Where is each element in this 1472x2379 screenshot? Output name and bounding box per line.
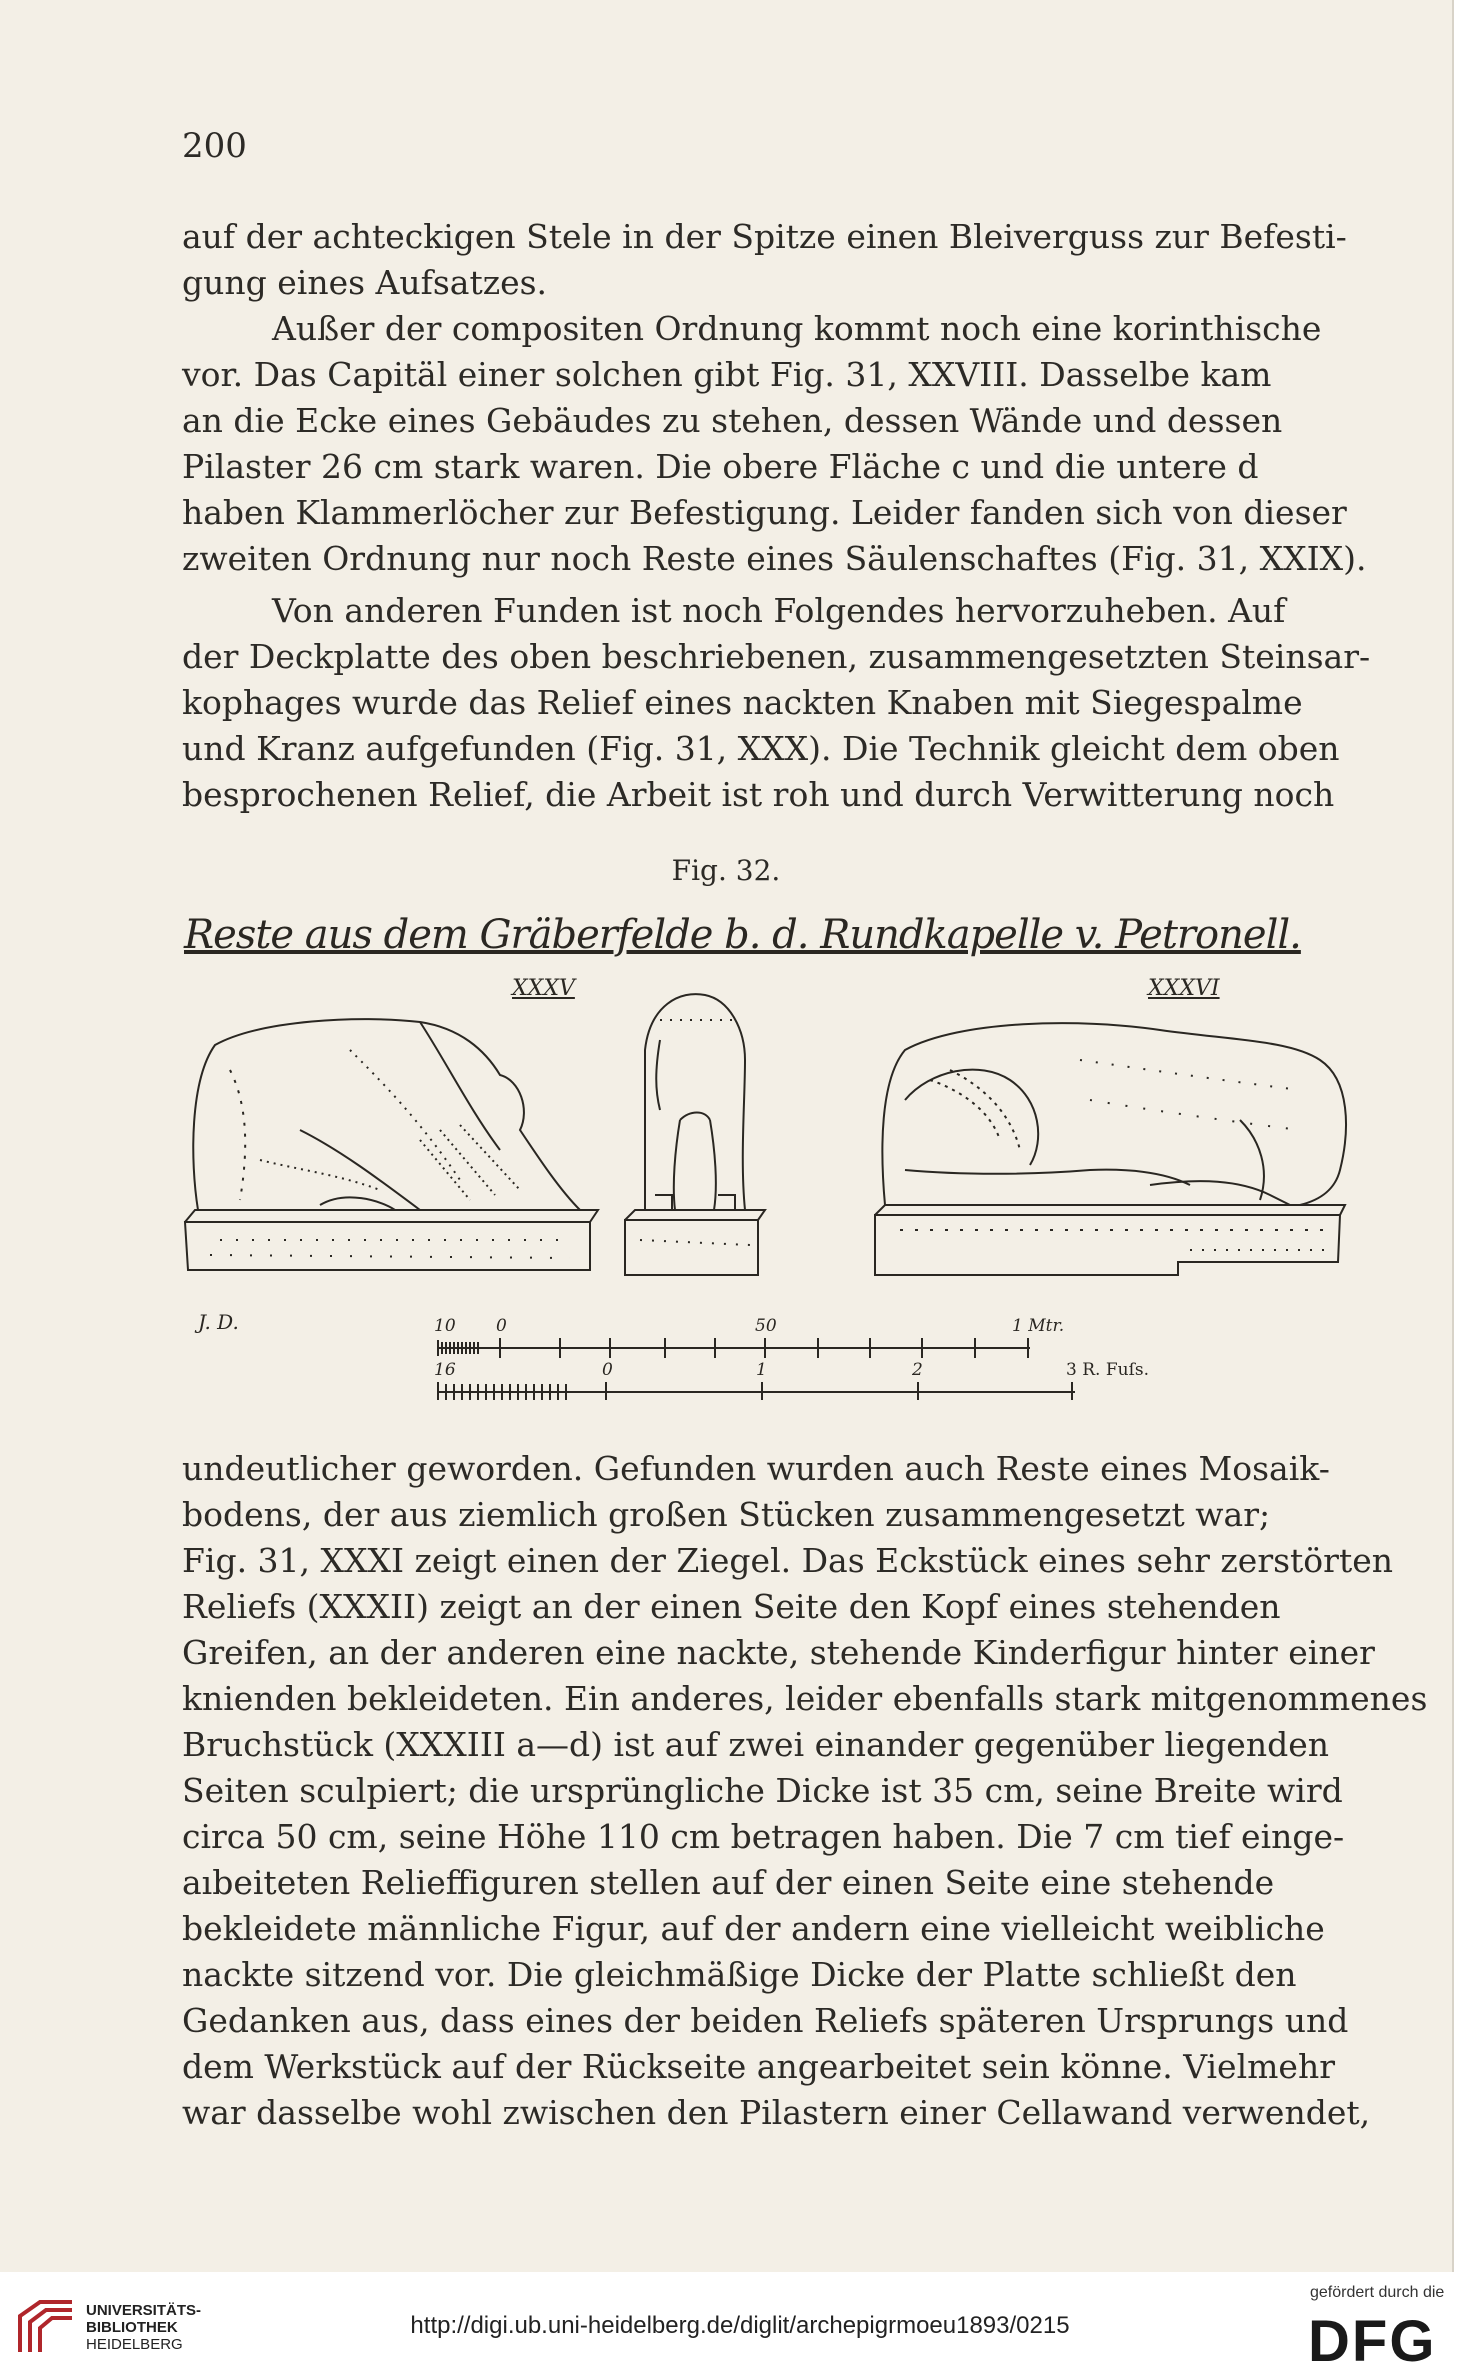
text-line: Greifen, an der anderen eine nackte, stehende Kinderfigur hinter einer (182, 1633, 1375, 1672)
document-url-link[interactable]: http://digi.ub.uni-heidelberg.de/diglit/archepigrmoeu1893/0215 (410, 2312, 1070, 2339)
plate-label-right: XXXVI (1148, 976, 1220, 1001)
text-line: Bruchstück (XXXIII a—d) ist auf zwei einander gegenüber liegenden (182, 1725, 1329, 1764)
scale-label: 10 (434, 1316, 456, 1336)
plate-label-left: XXXV (512, 976, 575, 1001)
scale-label: 0 (496, 1316, 507, 1336)
viewer-footer (0, 2272, 1472, 2379)
text-line: besprochenen Relief, die Arbeit ist roh und durch Verwitterung noch (182, 775, 1335, 814)
text-line: Gedanken aus, dass eines der beiden Reliefs späteren Ursprungs und (182, 2001, 1349, 2040)
scale-label: 1 Mtr. (1012, 1316, 1065, 1336)
text-line: der Deckplatte des oben beschriebenen, zusammengesetzten Steinsar- (182, 637, 1371, 676)
text-line: war dasselbe wohl zwischen den Pilastern einer Cellawand verwendet, (182, 2093, 1371, 2132)
text-line: Reliefs (XXXII) zeigt an der einen Seite den Kopf eines stehenden (182, 1587, 1281, 1626)
scale-label: 3 R. Fuſs. (1066, 1360, 1149, 1380)
text-line: bodens, der aus ziemlich großen Stücken zusammengesetzt war; (182, 1495, 1271, 1534)
library-line: HEIDELBERG (86, 2336, 183, 2353)
text-line: an die Ecke eines Gebäudes zu stehen, dessen Wände und dessen (182, 401, 1283, 440)
text-line: undeutlicher geworden. Gefunden wurden auch Reste eines Mosaik- (182, 1449, 1330, 1488)
scale-label: 0 (602, 1360, 613, 1380)
library-logo-icon (14, 2296, 78, 2358)
text-line: Pilaster 26 cm stark waren. Die obere Fläche c und die untere d (182, 447, 1259, 486)
text-line: dem Werkstück auf der Rückseite angearbeitet sein könne. Vielmehr (182, 2047, 1335, 2086)
library-line: BIBLIOTHEK (86, 2319, 178, 2336)
page-number: 200 (182, 126, 247, 166)
lion-sculpture-right (875, 1023, 1346, 1275)
scale-label: 16 (434, 1360, 456, 1380)
dfg-logo: DFG (1308, 2309, 1437, 2374)
paragraph-4 (182, 1446, 1428, 2136)
text-line: gung eines Aufsatzes. (182, 263, 548, 302)
text-line: aıbeiteten Relieffiguren stellen auf der einen Seite eine stehende (182, 1863, 1275, 1902)
text-line: Seiten sculpiert; die ursprüngliche Dicke ist 35 cm, seine Breite wird (182, 1771, 1343, 1810)
library-line: UNIVERSITÄTS- (86, 2302, 202, 2319)
funded-by-label: gefördert durch die (1310, 2284, 1445, 2301)
text-line: und Kranz aufgefunden (Fig. 31, XXX). Die Technik gleicht dem oben (182, 729, 1340, 768)
text-line: zweiten Ordnung nur noch Reste eines Säulenschaftes (Fig. 31, XXIX). (182, 539, 1367, 578)
text-line: circa 50 cm, seine Höhe 110 cm betragen haben. Die 7 cm tief einge- (182, 1817, 1345, 1856)
figure-label: Fig. 32. (671, 854, 781, 887)
scale-label: 50 (755, 1316, 777, 1336)
figure-title: Reste aus dem Gräberfelde b. d. Rundkapelle v. Petronell. (184, 912, 1301, 958)
artist-initials: J. D. (198, 1310, 239, 1334)
text-line: haben Klammerlöcher zur Befestigung. Leider fanden sich von dieser (182, 493, 1347, 532)
text-line: vor. Das Capitäl einer solchen gibt Fig. 31, XXVIII. Dasselbe kam (182, 355, 1272, 394)
scale-bar-feet (438, 1382, 1075, 1400)
text-line: knienden bekleideten. Ein anderes, leider ebenfalls stark mitgenommenes (182, 1679, 1428, 1718)
scale-label: 1 (756, 1360, 767, 1380)
scale-bar-metric (438, 1338, 1030, 1358)
text-line: auf der achteckigen Stele in der Spitze einen Bleiverguss zur Befesti- (182, 217, 1347, 256)
lion-sculpture-left (185, 1019, 598, 1270)
library-name (86, 2302, 201, 2353)
text-line: Fig. 31, XXXI zeigt einen der Ziegel. Das Eckstück eines sehr zerstörten (182, 1541, 1393, 1580)
text-line: Von anderen Funden ist noch Folgendes hervorzuheben. Auf (272, 591, 1286, 630)
scale-label: 2 (912, 1360, 923, 1380)
text-line: Außer der compositen Ordnung kommt noch eine korinthische (272, 309, 1322, 348)
figure-sculpture-middle (625, 994, 765, 1275)
text-line: kophages wurde das Relief eines nackten Knaben mit Siegespalme (182, 683, 1303, 722)
text-line: nackte sitzend vor. Die gleichmäßige Dicke der Platte schließt den (182, 1955, 1297, 1994)
text-line: bekleidete männliche Figur, auf der andern eine vielleicht weibliche (182, 1909, 1325, 1948)
